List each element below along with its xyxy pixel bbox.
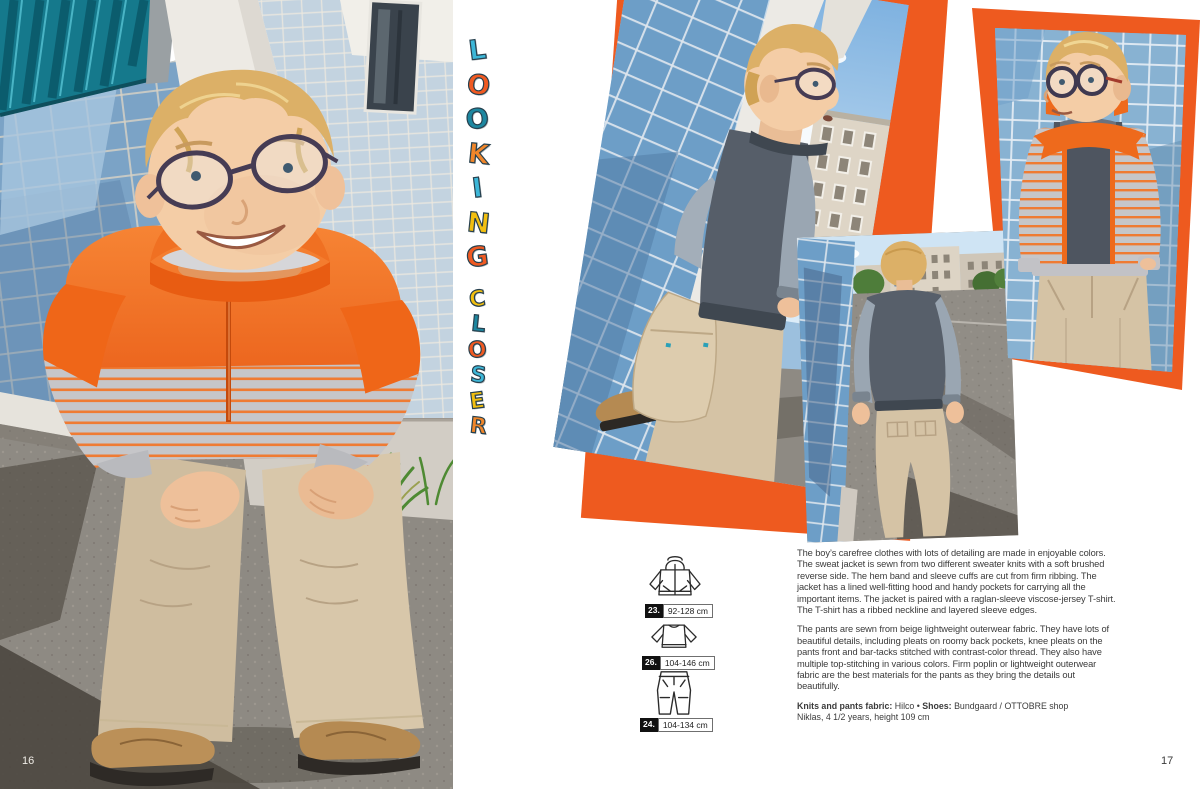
credits-shoes-value: Bundgaard / OTTOBRE shop — [951, 700, 1069, 711]
window — [365, 1, 421, 113]
pattern-size-range: 104-134 cm — [658, 718, 713, 732]
pattern-number: 23. — [645, 604, 663, 618]
article-paragraph-pants: The pants are sewn from beige lightweight outerwear fabric. They have lots of beautiful details, including pleats on roomy back pockets, knee pleats on the pants front and bar-tacks stitched with contrast-color thread. They also have multiple top-stitching in various colors. Firm poplin or lightweight outerwear fabric are the best materials for the pants as they bring the details out beautifully. — [797, 624, 1110, 692]
photo-boy-walking-away — [797, 230, 1019, 542]
vertical-title-looking-closer — [454, 34, 500, 440]
credits-fabric-label: Knits and pants fabric: — [797, 700, 893, 711]
main-photo-boy-leaning — [0, 0, 453, 789]
credits-block — [797, 701, 1117, 723]
article-text-block — [797, 548, 1117, 723]
credits-shoes-label: Shoes: — [922, 700, 952, 711]
pattern-size-range: 92-128 cm — [663, 604, 713, 618]
pants-sketch — [652, 668, 696, 716]
pattern-label-jacket — [645, 604, 713, 618]
title-word-looking: L O O K I N G — [463, 34, 492, 275]
credits-separator: • — [914, 700, 923, 711]
photo-b-illustration — [797, 230, 1019, 542]
pattern-size-range: 104-146 cm — [660, 656, 715, 670]
pattern-label-pants — [640, 718, 713, 732]
raglan-tshirt-sketch — [648, 620, 700, 654]
hooded-jacket-sketch — [646, 552, 704, 602]
credits-fabric-value: Hilco — [892, 700, 915, 711]
pattern-number: 26. — [642, 656, 660, 670]
credits-model: Niklas, 4 1/2 years, height 109 cm — [797, 711, 930, 722]
main-photo-illustration — [0, 0, 453, 789]
page-number-right: 17 — [1161, 755, 1174, 767]
title-word-closer: C L O S E R — [466, 285, 488, 440]
page-number-left: 16 — [22, 755, 35, 767]
article-paragraph-jacket: The boy’s carefree clothes with lots of detailing are made in enjoyable colors. The sweat jacket is sewn from two different sweater knits with a soft brushed reverse side. The hem band and sleeve cuffs are cut from firm ribbing. The jacket has a lined well-fitting hood and handy pockets for carrying all the important items. The jacket is paired with a raglan-sleeve viscose-jersey T-shirt. The T-shirt has a ribbed neckline and layered sleeve edges. — [797, 548, 1116, 616]
pattern-number: 24. — [640, 718, 658, 732]
photo-c-illustration — [988, 18, 1190, 378]
photo-boy-orange-hoodie — [988, 18, 1190, 378]
